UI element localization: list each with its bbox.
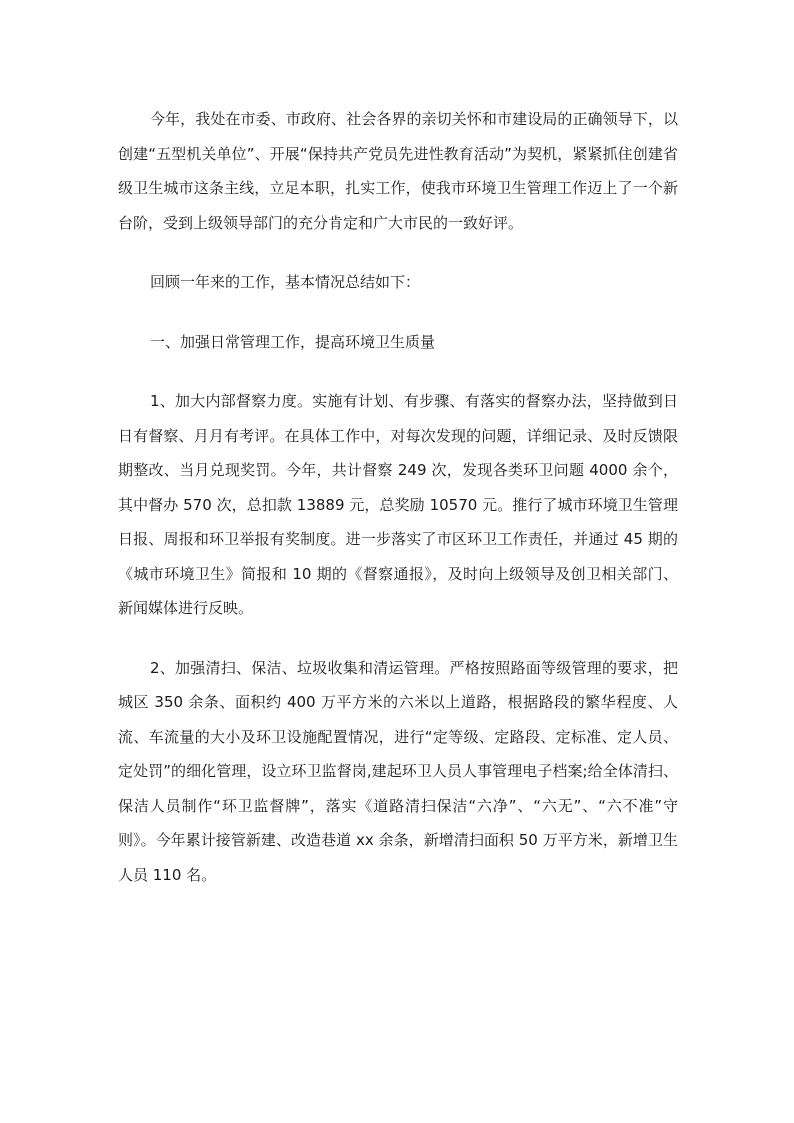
summary-lead-paragraph: 回顾一年来的工作，基本情况总结如下：: [150, 273, 421, 291]
item-1-paragraph: 1、加大内部督察力度。实施有计划、有步骤、有落实的督察办法，坚持做到日日有督察、月月有考评。在具体工作中，对每次发现的问题，详细记录、及时反馈限期整改、当月兑现奖罚。今年，共计督察 249 次，发现各类环卫问题 4000 余个，其中督办 570 次，总扣款 13889 元，总奖励 10570 元。推行了城市环境卫生管理日报、周报和环卫举报有奖制度。进一步落实了市区环卫工作责任，并通过 45 期的《城市环境卫生》简报和 10 期的《督察通报》，及时向上级领导及创卫相关部门、新闻媒体进行反映。: [118, 392, 678, 617]
item-2-paragraph: 2、加强清扫、保洁、垃圾收集和清运管理。严格按照路面等级管理的要求，把城区 350 余条、面积约 400 万平方米的六米以上道路，根据路段的繁华程度、人流、车流量的大小及环卫设施配置情况，进行“定等级、定路段、定标准、定人员、定处罚”的细化管理，设立环卫监督岗,建起环卫人员人事管理电子档案;给全体清扫、保洁人员制作“环卫监督牌”，落实《道路清扫保洁“六净”、“六无”、“六不准”守则》。今年累计接管新建、改造巷道 xx 余条，新增清扫面积 50 万平方米，新增卫生人员 110 名。: [118, 658, 678, 884]
document-body: [118, 102, 678, 892]
intro-paragraph: 今年，我处在市委、市政府、社会各界的亲切关怀和市建设局的正确领导下，以创建“五型机关单位”、开展“保持共产党员先进性教育活动”为契机，紧紧抓住创建省级卫生城市这条主线，立足本职，扎实工作，使我市环境卫生管理工作迈上了一个新台阶，受到上级领导部门的充分肯定和广大市民的一致好评。: [118, 110, 678, 232]
section-heading: 一、加强日常管理工作，提高环境卫生质量: [150, 332, 436, 351]
